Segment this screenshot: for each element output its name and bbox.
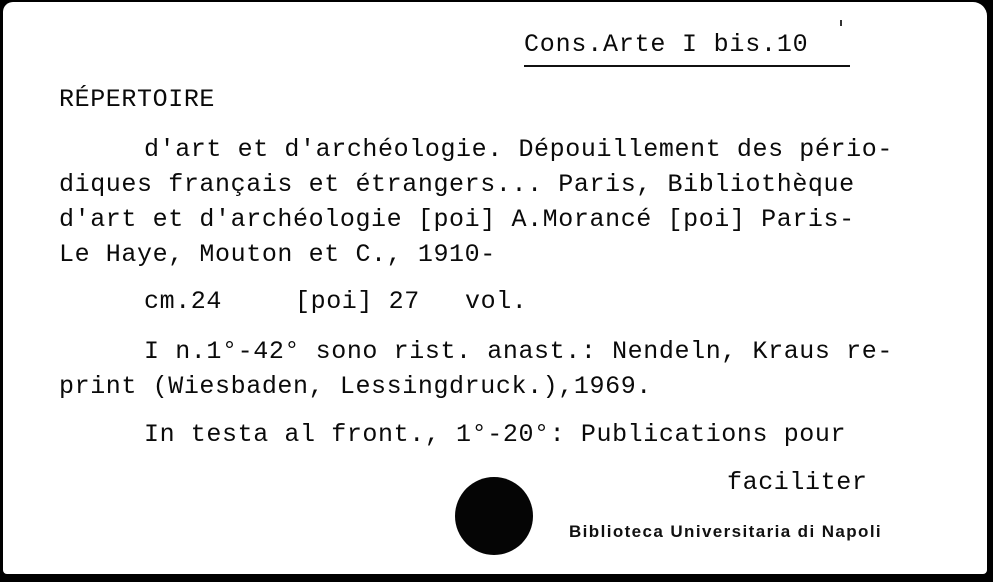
note-line-2: print (Wiesbaden, Lessingdruck.),1969. (59, 372, 652, 401)
header-note-continued: faciliter (727, 468, 868, 497)
ink-mark (840, 20, 842, 26)
physical-note: [poi] 27 (295, 287, 420, 316)
shelfmark-underline (524, 65, 850, 67)
physical-format: cm.24 (144, 287, 223, 316)
physical-volumes: vol. (465, 287, 528, 316)
catalog-card (3, 2, 987, 574)
description-line-4: Le Haye, Mouton et C., 1910- (59, 240, 496, 269)
library-stamp: Biblioteca Universitaria di Napoli (569, 522, 883, 541)
punch-hole (455, 477, 533, 555)
description-line-3: d'art et d'archéologie [poi] A.Morancé [poi] Paris- (59, 205, 855, 234)
description-line-2: diques français et étrangers... Paris, Bibliothèque (59, 170, 855, 199)
note-line-1: I n.1°-42° sono rist. anast.: Nendeln, Kraus re- (144, 337, 893, 366)
shelfmark: Cons.Arte I bis.10 (524, 30, 809, 59)
description-line-1: d'art et d'archéologie. Dépouillement des pério- (144, 135, 893, 164)
header-note: In testa al front., 1°-20°: Publications pour (144, 420, 847, 449)
card-heading: RÉPERTOIRE (59, 85, 216, 114)
